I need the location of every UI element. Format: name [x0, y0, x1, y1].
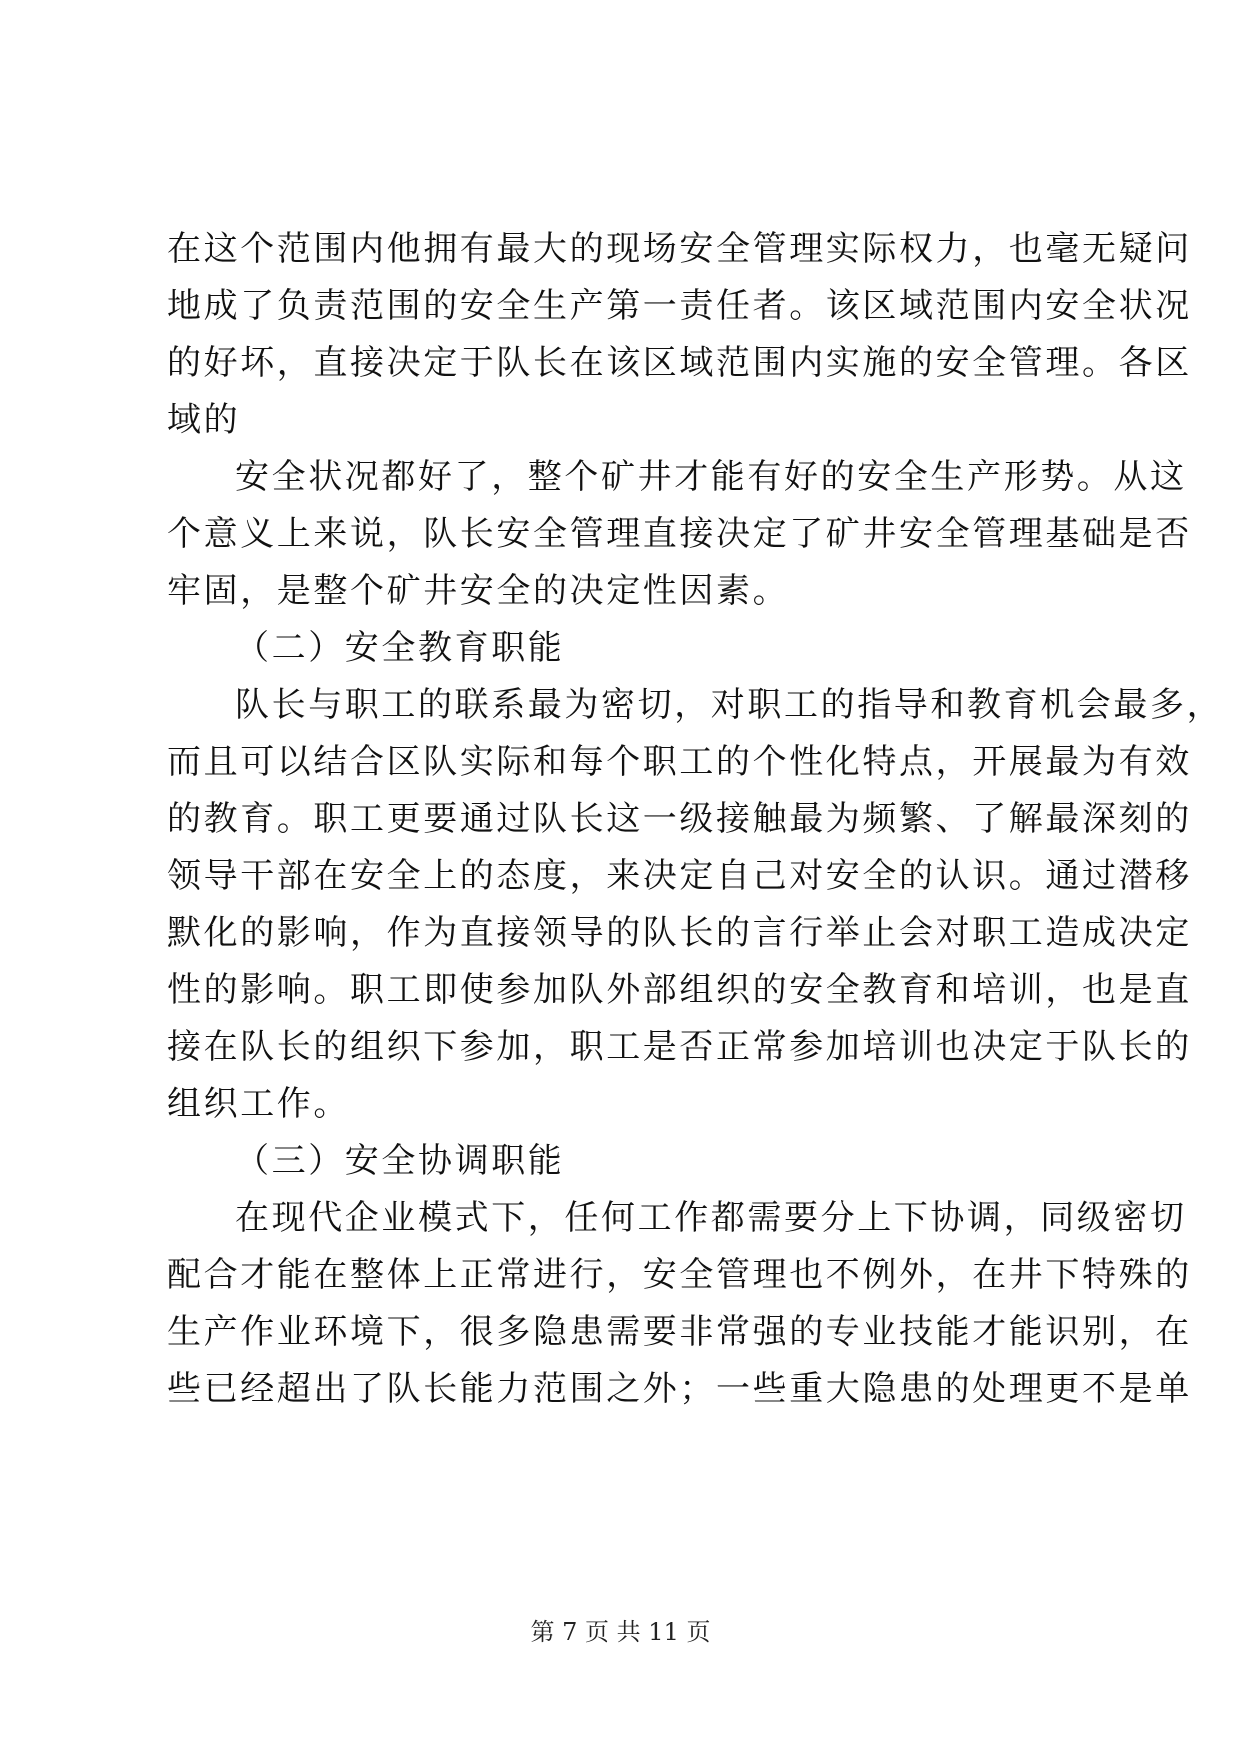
paragraph-start-line: 安全状况都好了，整个矿井才能有好的安全生产形势。从这	[235, 457, 1187, 497]
paragraph-start-line: 在现代企业模式下，任何工作都需要分上下协调，同级密切	[235, 1198, 1187, 1238]
text-line: 接在队长的组织下参加，职工是否正常参加培训也决定于队长的	[167, 1027, 1192, 1067]
text-line: 生产作业环境下，很多隐患需要非常强的专业技能才能识别，在	[167, 1312, 1192, 1352]
text-line: 的教育。职工更要通过队长这一级接触最为频繁、了解最深刻的	[167, 799, 1192, 839]
text-line: 些已经超出了队长能力范围之外；一些重大隐患的处理更不是单	[167, 1369, 1192, 1409]
text-line: 个意义上来说，队长安全管理直接决定了矿井安全管理基础是否	[167, 514, 1192, 554]
page-number-footer: 第 7 页 共 11 页	[530, 1618, 711, 1646]
text-line: 默化的影响，作为直接领导的队长的言行举止会对职工造成决定	[167, 913, 1192, 953]
text-line: 性的影响。职工即使参加队外部组织的安全教育和培训，也是直	[167, 970, 1192, 1010]
section-heading: （三）安全协调职能	[235, 1141, 565, 1181]
paragraph-start-line: 队长与职工的联系最为密切，对职工的指导和教育机会最多，	[235, 685, 1224, 725]
section-heading: （二）安全教育职能	[235, 628, 565, 668]
text-line: 的好坏，直接决定于队长在该区域范围内实施的安全管理。各区	[167, 343, 1192, 383]
text-line: 在这个范围内他拥有最大的现场安全管理实际权力，也毫无疑问	[167, 229, 1192, 269]
text-line: 牢固，是整个矿井安全的决定性因素。	[167, 571, 790, 611]
text-line: 领导干部在安全上的态度，来决定自己对安全的认识。通过潜移	[167, 856, 1192, 896]
text-line: 地成了负责范围的安全生产第一责任者。该区域范围内安全状况	[167, 286, 1192, 326]
text-line: 域的	[167, 400, 241, 440]
text-line: 组织工作。	[167, 1084, 350, 1124]
text-line: 而且可以结合区队实际和每个职工的个性化特点，开展最为有效	[167, 742, 1192, 782]
text-line: 配合才能在整体上正常进行，安全管理也不例外，在井下特殊的	[167, 1255, 1192, 1295]
